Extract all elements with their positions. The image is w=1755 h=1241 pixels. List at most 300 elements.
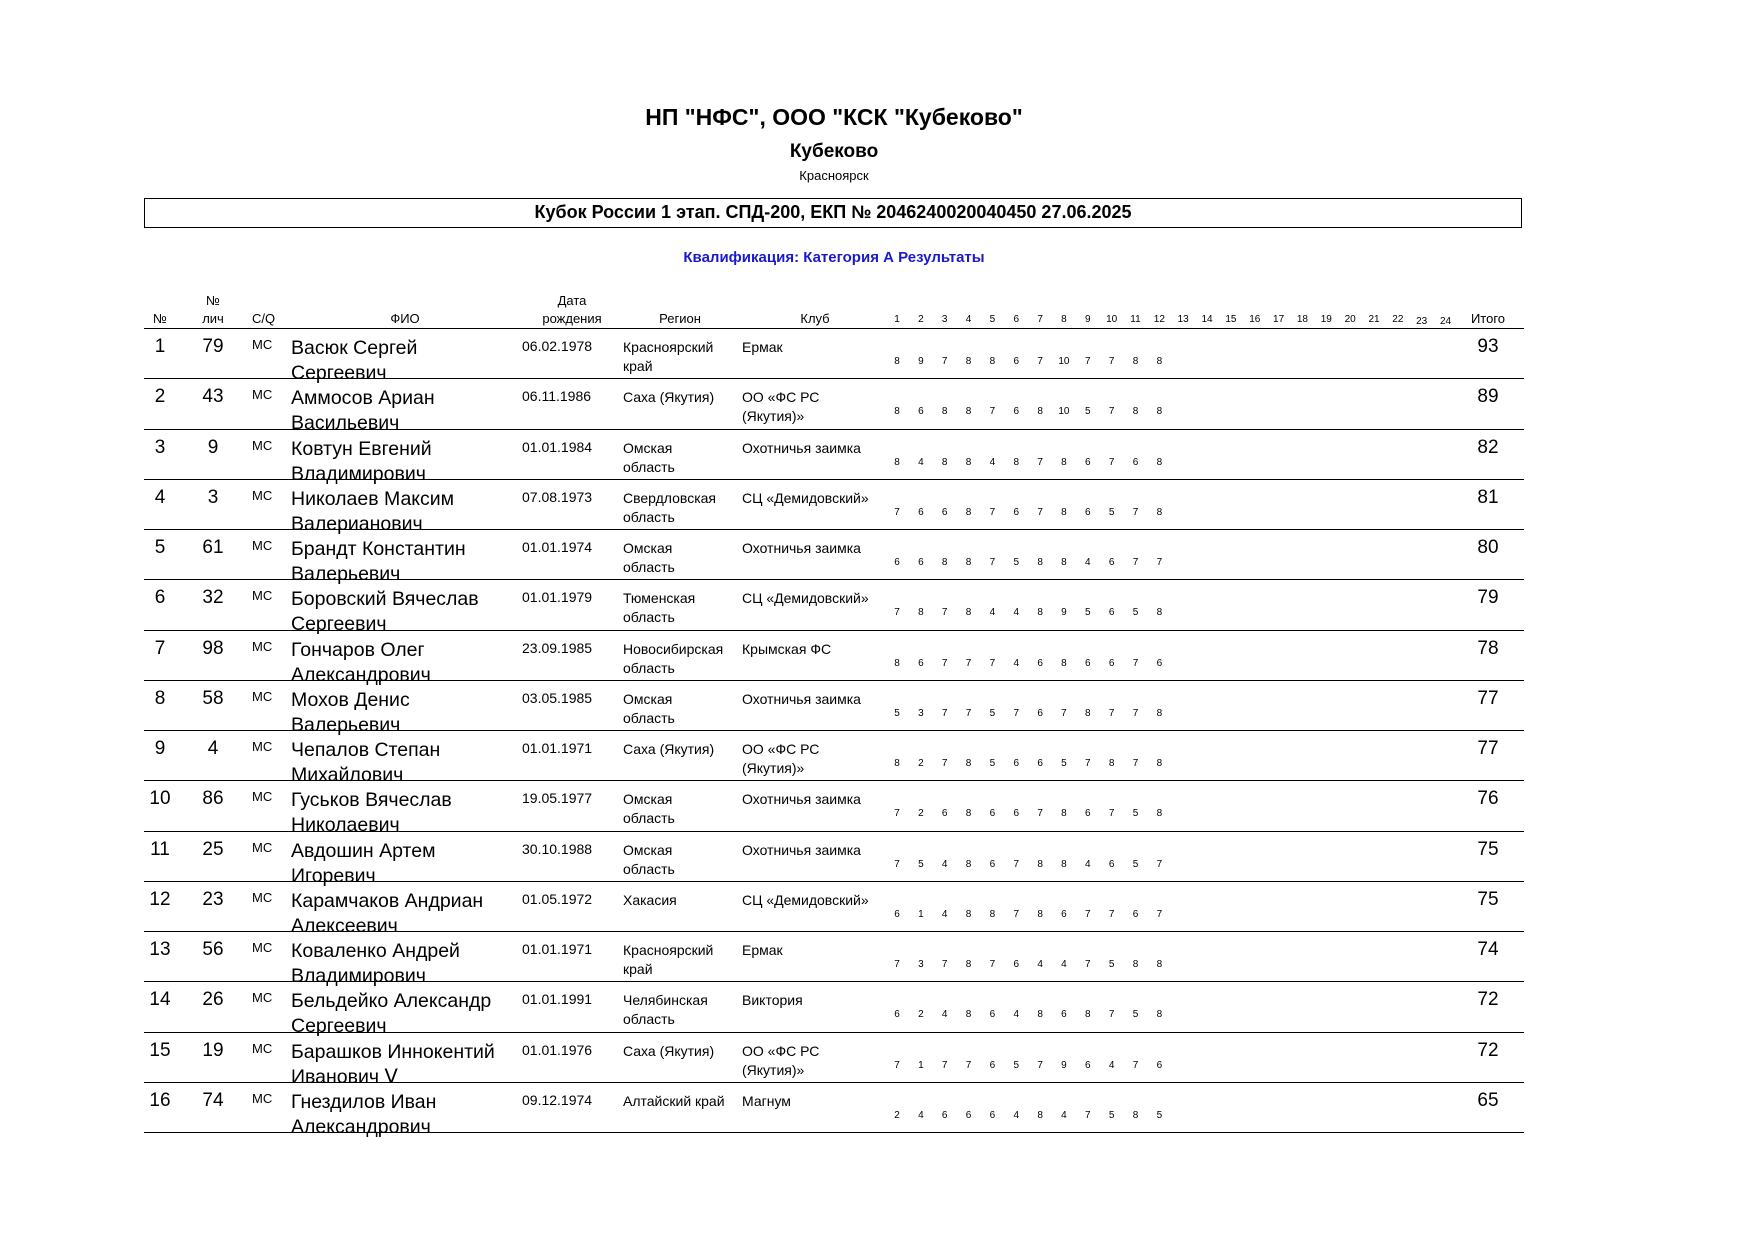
region-line: область [623,559,675,575]
club-cell [742,439,897,458]
score-cell: 7 [1108,908,1115,920]
score-cell: 6 [989,858,996,870]
score-cell: 8 [1061,858,1067,870]
score-cell: 8 [1037,1009,1043,1021]
place-cell: 9 [154,738,166,759]
total-cell: 89 [1477,386,1499,408]
score-cell: 6 [941,808,948,820]
place-cell: 13 [149,939,171,960]
bib-cell: 25 [202,838,224,860]
score-cell: 4 [1013,607,1020,619]
score-cell: 1 [918,908,924,920]
score-cell: 5 [1013,557,1020,568]
score-cell: 8 [1156,456,1163,468]
score-cell: 4 [1061,1109,1067,1121]
score-cell: 6 [1037,758,1043,769]
table-row [144,329,1524,384]
score-cell: 4 [989,607,996,619]
table-row [144,430,1524,485]
table-row [144,631,1524,686]
bib-cell: 32 [202,587,224,609]
score-cell: 6 [1108,657,1115,669]
score-cell: 5 [1132,858,1139,870]
bib-cell: 26 [202,989,224,1011]
score-cell: 6 [1085,1059,1091,1071]
col-shot-14: 14 [1201,314,1213,325]
score-cell: 7 [894,1059,900,1071]
score-cell: 8 [1156,808,1163,820]
score-cell: 6 [918,557,924,568]
bib-cell: 56 [202,939,224,960]
place-cell: 11 [150,838,170,860]
score-cell: 8 [965,456,972,468]
category-cell: МС [252,387,273,403]
score-cell: 8 [941,406,948,418]
place-cell: 15 [149,1039,171,1061]
score-cell: 5 [1013,1059,1020,1071]
name-line: Сергеевич [291,613,387,636]
score-cell: 10 [1058,406,1070,418]
category-cell: МС [252,889,273,905]
score-cell: 6 [918,406,924,418]
score-cell: 2 [918,758,924,769]
score-cell: 7 [1037,356,1043,367]
place-cell: 14 [149,989,171,1011]
score-cell: 6 [989,1109,996,1121]
region-line: Красноярский [623,339,714,355]
region-line: Тюменская [623,590,696,607]
score-cell: 6 [1085,808,1091,820]
bib-cell: 74 [202,1089,224,1111]
score-cell: 6 [1013,959,1020,970]
total-cell: 65 [1477,1089,1499,1111]
city-label: Красноярск [799,168,869,183]
club-line: (Якутия)» [742,408,805,425]
score-cell: 7 [1132,707,1139,719]
score-cell: 7 [1156,908,1163,920]
score-cell: 7 [1013,707,1020,719]
score-cell: 8 [941,557,948,568]
col-place: № [153,311,167,326]
bib-cell: 86 [202,788,224,810]
name-line: Боровский Вячеслав [291,588,479,611]
region-line: область [623,810,675,827]
region-cell [623,1042,748,1061]
name-line: Брандт Константин [291,538,466,560]
region-line: Свердловская [623,489,717,506]
score-cell: 6 [1108,607,1115,619]
club-cell [742,539,897,558]
table-row [144,882,1524,937]
club-cell [742,489,897,508]
score-cell: 8 [894,456,900,468]
total-cell: 75 [1477,838,1499,860]
name-line: Сергеевич [291,1015,387,1038]
club-line: ОО «ФС РС [742,389,820,406]
col-shot-8: 8 [1061,314,1067,325]
score-cell: 7 [1132,657,1139,669]
score-cell: 4 [918,1109,924,1121]
region-line: Омская [623,791,673,808]
score-cell: 5 [989,758,996,769]
club-cell [742,690,897,709]
name-line: Авдошин Артем [291,839,436,862]
category-cell: МС [252,588,273,604]
dob-cell: 01.01.1974 [522,539,593,555]
region-cell [623,439,748,477]
score-cell: 8 [965,607,972,619]
score-cell: 4 [1037,959,1043,970]
region-cell [623,991,748,1029]
name-line: Карамчаков Андриан [291,889,484,912]
score-cell: 8 [1156,356,1163,367]
score-cell: 8 [1156,506,1163,518]
col-shot-6: 6 [1013,314,1020,325]
total-cell: 72 [1477,1039,1499,1061]
col-name: ФИО [390,311,420,326]
score-cell: 7 [1061,707,1067,719]
dob-cell: 01.01.1976 [522,1041,593,1058]
category-cell: МС [252,337,273,352]
score-cell: 8 [1132,356,1139,367]
region-line: область [623,709,675,726]
score-cell: 8 [894,356,900,367]
category-cell: МС [252,739,273,754]
dob-cell: 07.08.1973 [522,488,593,505]
name-line: Игоревич [291,864,376,887]
place-cell: 8 [154,687,166,709]
name-line: Ковтун Евгений [291,437,432,460]
club-line: ОО «ФС РС [742,1042,820,1059]
score-cell: 9 [918,356,924,367]
club-line: ОО «ФС РС [742,741,820,757]
score-cell: 7 [894,506,900,518]
total-cell: 80 [1477,537,1499,558]
score-cell: 7 [1108,456,1115,468]
table-row [144,681,1524,736]
total-cell: 82 [1477,436,1499,458]
table-row [144,832,1524,887]
score-cell: 7 [894,607,900,619]
score-cell: 7 [965,707,972,719]
club-cell [742,640,897,659]
score-cell: 7 [1013,908,1020,920]
score-cell: 7 [1085,908,1091,920]
region-cell [623,1092,748,1111]
region-line: область [623,860,675,877]
score-cell: 5 [1061,758,1067,769]
region-line: Омская [623,540,673,556]
score-cell: 7 [1085,758,1091,769]
region-line: Красноярский [623,942,714,958]
score-cell: 8 [965,959,972,970]
row-divider [144,1132,1524,1133]
category-cell: МС [252,839,273,855]
name-line: Коваленко Андрей [291,940,460,962]
total-cell: 93 [1477,336,1499,357]
col-shot-1: 1 [894,314,900,325]
club-line: Виктория [742,992,803,1009]
region-line: область [623,1011,675,1028]
col-shot-4: 4 [965,314,972,325]
table-row [144,731,1524,786]
region-line: край [623,961,653,977]
score-cell: 7 [989,557,996,568]
name-line: Михайлович [291,764,404,786]
region-line: Хакасия [623,891,677,908]
bib-cell: 3 [207,486,219,508]
name-line: Алексеевич [291,914,398,937]
col-shot-2: 2 [918,314,924,325]
category-cell: МС [252,789,273,805]
score-cell: 5 [894,707,900,719]
club-cell [742,991,897,1010]
score-cell: 6 [1013,758,1020,769]
score-cell: 8 [1156,607,1163,619]
col-shot-10: 10 [1106,314,1118,325]
club-cell [742,841,897,860]
score-cell: 6 [894,908,900,920]
place-cell: 4 [154,486,166,508]
score-cell: 6 [1156,657,1163,669]
score-cell: 8 [1156,758,1163,769]
col-bib-top: № [206,293,220,308]
dob-cell: 03.05.1985 [522,689,593,706]
score-cell: 8 [1037,557,1043,568]
score-cell: 6 [1013,406,1020,418]
score-cell: 8 [965,908,972,920]
score-cell: 8 [1037,908,1043,920]
score-cell: 5 [1132,808,1139,820]
score-cell: 4 [1013,657,1020,669]
dob-cell: 01.01.1971 [522,941,593,957]
name-line: Валерьевич [291,713,401,736]
score-cell: 7 [1037,1059,1043,1071]
club-cell [742,338,897,357]
score-cell: 8 [1061,506,1067,518]
score-cell: 8 [918,607,924,619]
col-shot-5: 5 [989,314,996,325]
score-cell: 4 [1085,858,1091,870]
region-line: Омская [623,690,673,707]
total-cell: 81 [1477,486,1499,508]
club-cell [742,1042,897,1080]
score-cell: 7 [1108,808,1115,820]
bib-cell: 23 [202,888,224,910]
score-cell: 2 [918,808,924,820]
score-cell: 5 [918,858,924,870]
total-cell: 77 [1477,738,1499,759]
dob-cell: 06.02.1978 [522,338,593,354]
region-cell [623,589,748,627]
region-cell [623,690,748,728]
score-cell: 7 [941,657,948,669]
score-cell: 2 [918,1009,924,1021]
col-club: Клуб [800,311,830,326]
score-cell: 8 [1061,456,1067,468]
dob-cell: 01.01.1984 [522,438,593,455]
bib-cell: 19 [202,1039,224,1061]
score-cell: 3 [918,959,924,970]
score-cell: 8 [1037,858,1043,870]
category-cell: МС [252,538,273,553]
region-cell [623,338,748,376]
score-cell: 5 [989,707,996,719]
score-cell: 8 [1013,456,1020,468]
score-cell: 7 [1037,506,1043,518]
score-cell: 6 [894,557,900,568]
region-cell [623,740,748,759]
category-cell: МС [252,940,273,955]
score-cell: 10 [1058,356,1070,367]
table-row [144,1033,1524,1088]
score-cell: 7 [1132,506,1139,518]
category-cell: МС [252,638,273,654]
score-cell: 5 [1085,607,1091,619]
score-cell: 7 [941,607,948,619]
category-cell: МС [252,1040,273,1056]
score-cell: 6 [941,506,948,518]
region-line: край [623,358,653,374]
score-cell: 6 [1108,858,1115,870]
name-line: Владимирович [291,965,426,987]
score-cell: 7 [989,406,996,418]
venue-title: Кубеково [789,141,879,162]
total-cell: 79 [1477,587,1499,609]
dob-cell: 06.11.1986 [522,388,592,405]
score-cell: 6 [1013,356,1020,367]
score-cell: 6 [1108,557,1115,568]
score-cell: 8 [1132,1109,1139,1121]
score-cell: 7 [894,858,900,870]
club-line: Магнум [742,1092,791,1109]
dob-cell: 23.09.1985 [522,639,593,656]
score-cell: 8 [1132,406,1139,418]
total-cell: 75 [1477,888,1499,910]
score-cell: 6 [989,1009,996,1021]
name-line: Владимирович [291,462,426,485]
club-line: СЦ «Демидовский» [742,590,869,607]
club-line: Ермак [742,339,783,355]
score-cell: 8 [894,758,900,769]
col-shot-12: 12 [1153,314,1165,325]
club-line: Охотничья заимка [742,439,861,456]
score-cell: 4 [1013,1009,1020,1021]
score-cell: 8 [989,356,996,367]
score-cell: 8 [1085,1009,1091,1021]
score-cell: 8 [1085,707,1091,719]
bib-cell: 79 [202,336,224,357]
col-shot-16: 16 [1249,314,1261,325]
score-cell: 7 [1132,1059,1139,1071]
club-line: СЦ «Демидовский» [742,489,869,506]
club-cell [742,891,897,910]
col-shot-19: 19 [1320,314,1332,325]
name-line: Васильевич [291,412,400,435]
score-cell: 4 [941,1009,948,1021]
club-cell [742,388,897,426]
col-shot-11: 11 [1130,314,1141,325]
score-cell: 8 [1156,406,1163,418]
score-cell: 7 [1108,356,1115,367]
name-line: Васюк Сергей [291,337,418,359]
score-cell: 7 [1108,707,1115,719]
score-cell: 6 [1061,1009,1067,1021]
score-cell: 7 [1085,1109,1091,1121]
dob-cell: 30.10.1988 [522,840,593,857]
score-cell: 8 [894,406,900,418]
region-line: Омская [623,841,673,858]
category-cell: МС [252,990,273,1006]
table-row [144,932,1524,987]
bib-cell: 4 [207,738,219,759]
score-cell: 6 [965,1109,972,1121]
col-shot-20: 20 [1344,314,1356,325]
table-row [144,781,1524,837]
score-cell: 8 [1037,406,1043,418]
place-cell: 1 [154,336,166,357]
score-cell: 9 [1061,607,1067,619]
results-subtitle: Квалификация: Категория А Результаты [683,249,985,266]
total-cell: 72 [1477,989,1499,1011]
col-shot-7: 7 [1037,314,1043,325]
score-cell: 6 [1013,506,1020,518]
region-cell [623,941,748,979]
score-cell: 7 [1132,758,1139,769]
table-row [144,1083,1524,1138]
club-cell [742,790,897,809]
place-cell: 6 [154,587,166,609]
table-row [144,580,1524,636]
col-bib: лич [202,311,224,326]
region-cell [623,539,748,577]
score-cell: 7 [941,1059,948,1071]
score-cell: 8 [1037,1109,1043,1121]
col-shot-15: 15 [1225,314,1237,325]
score-cell: 8 [965,858,972,870]
region-line: Саха (Якутия) [623,389,715,406]
score-cell: 7 [989,506,996,518]
club-line: (Якутия)» [742,1061,805,1078]
score-cell: 7 [989,959,996,970]
club-line: Ермак [742,942,783,958]
col-shot-18: 18 [1296,314,1308,325]
score-cell: 1 [918,1059,924,1071]
score-cell: 6 [989,808,996,820]
total-cell: 77 [1477,687,1499,709]
club-line: Охотничья заимка [742,690,861,707]
score-cell: 8 [965,808,972,820]
score-cell: 8 [1132,959,1139,970]
dob-cell: 01.01.1991 [522,991,593,1008]
name-line: Валерьевич [291,563,401,585]
score-cell: 8 [965,758,972,769]
region-line: область [623,609,675,626]
score-cell: 7 [941,758,948,769]
table-row [144,379,1524,435]
score-cell: 8 [1156,959,1163,970]
score-cell: 6 [1085,456,1091,468]
col-dob: рождения [542,311,602,326]
place-cell: 12 [149,888,171,910]
name-line: Валерианович [291,512,423,535]
bib-cell: 43 [202,386,224,408]
name-line: Гнездилов Иван [291,1090,437,1113]
region-cell [623,640,748,678]
col-shot-22: 22 [1392,314,1404,325]
score-cell: 4 [941,858,948,870]
score-cell: 7 [1156,557,1163,568]
